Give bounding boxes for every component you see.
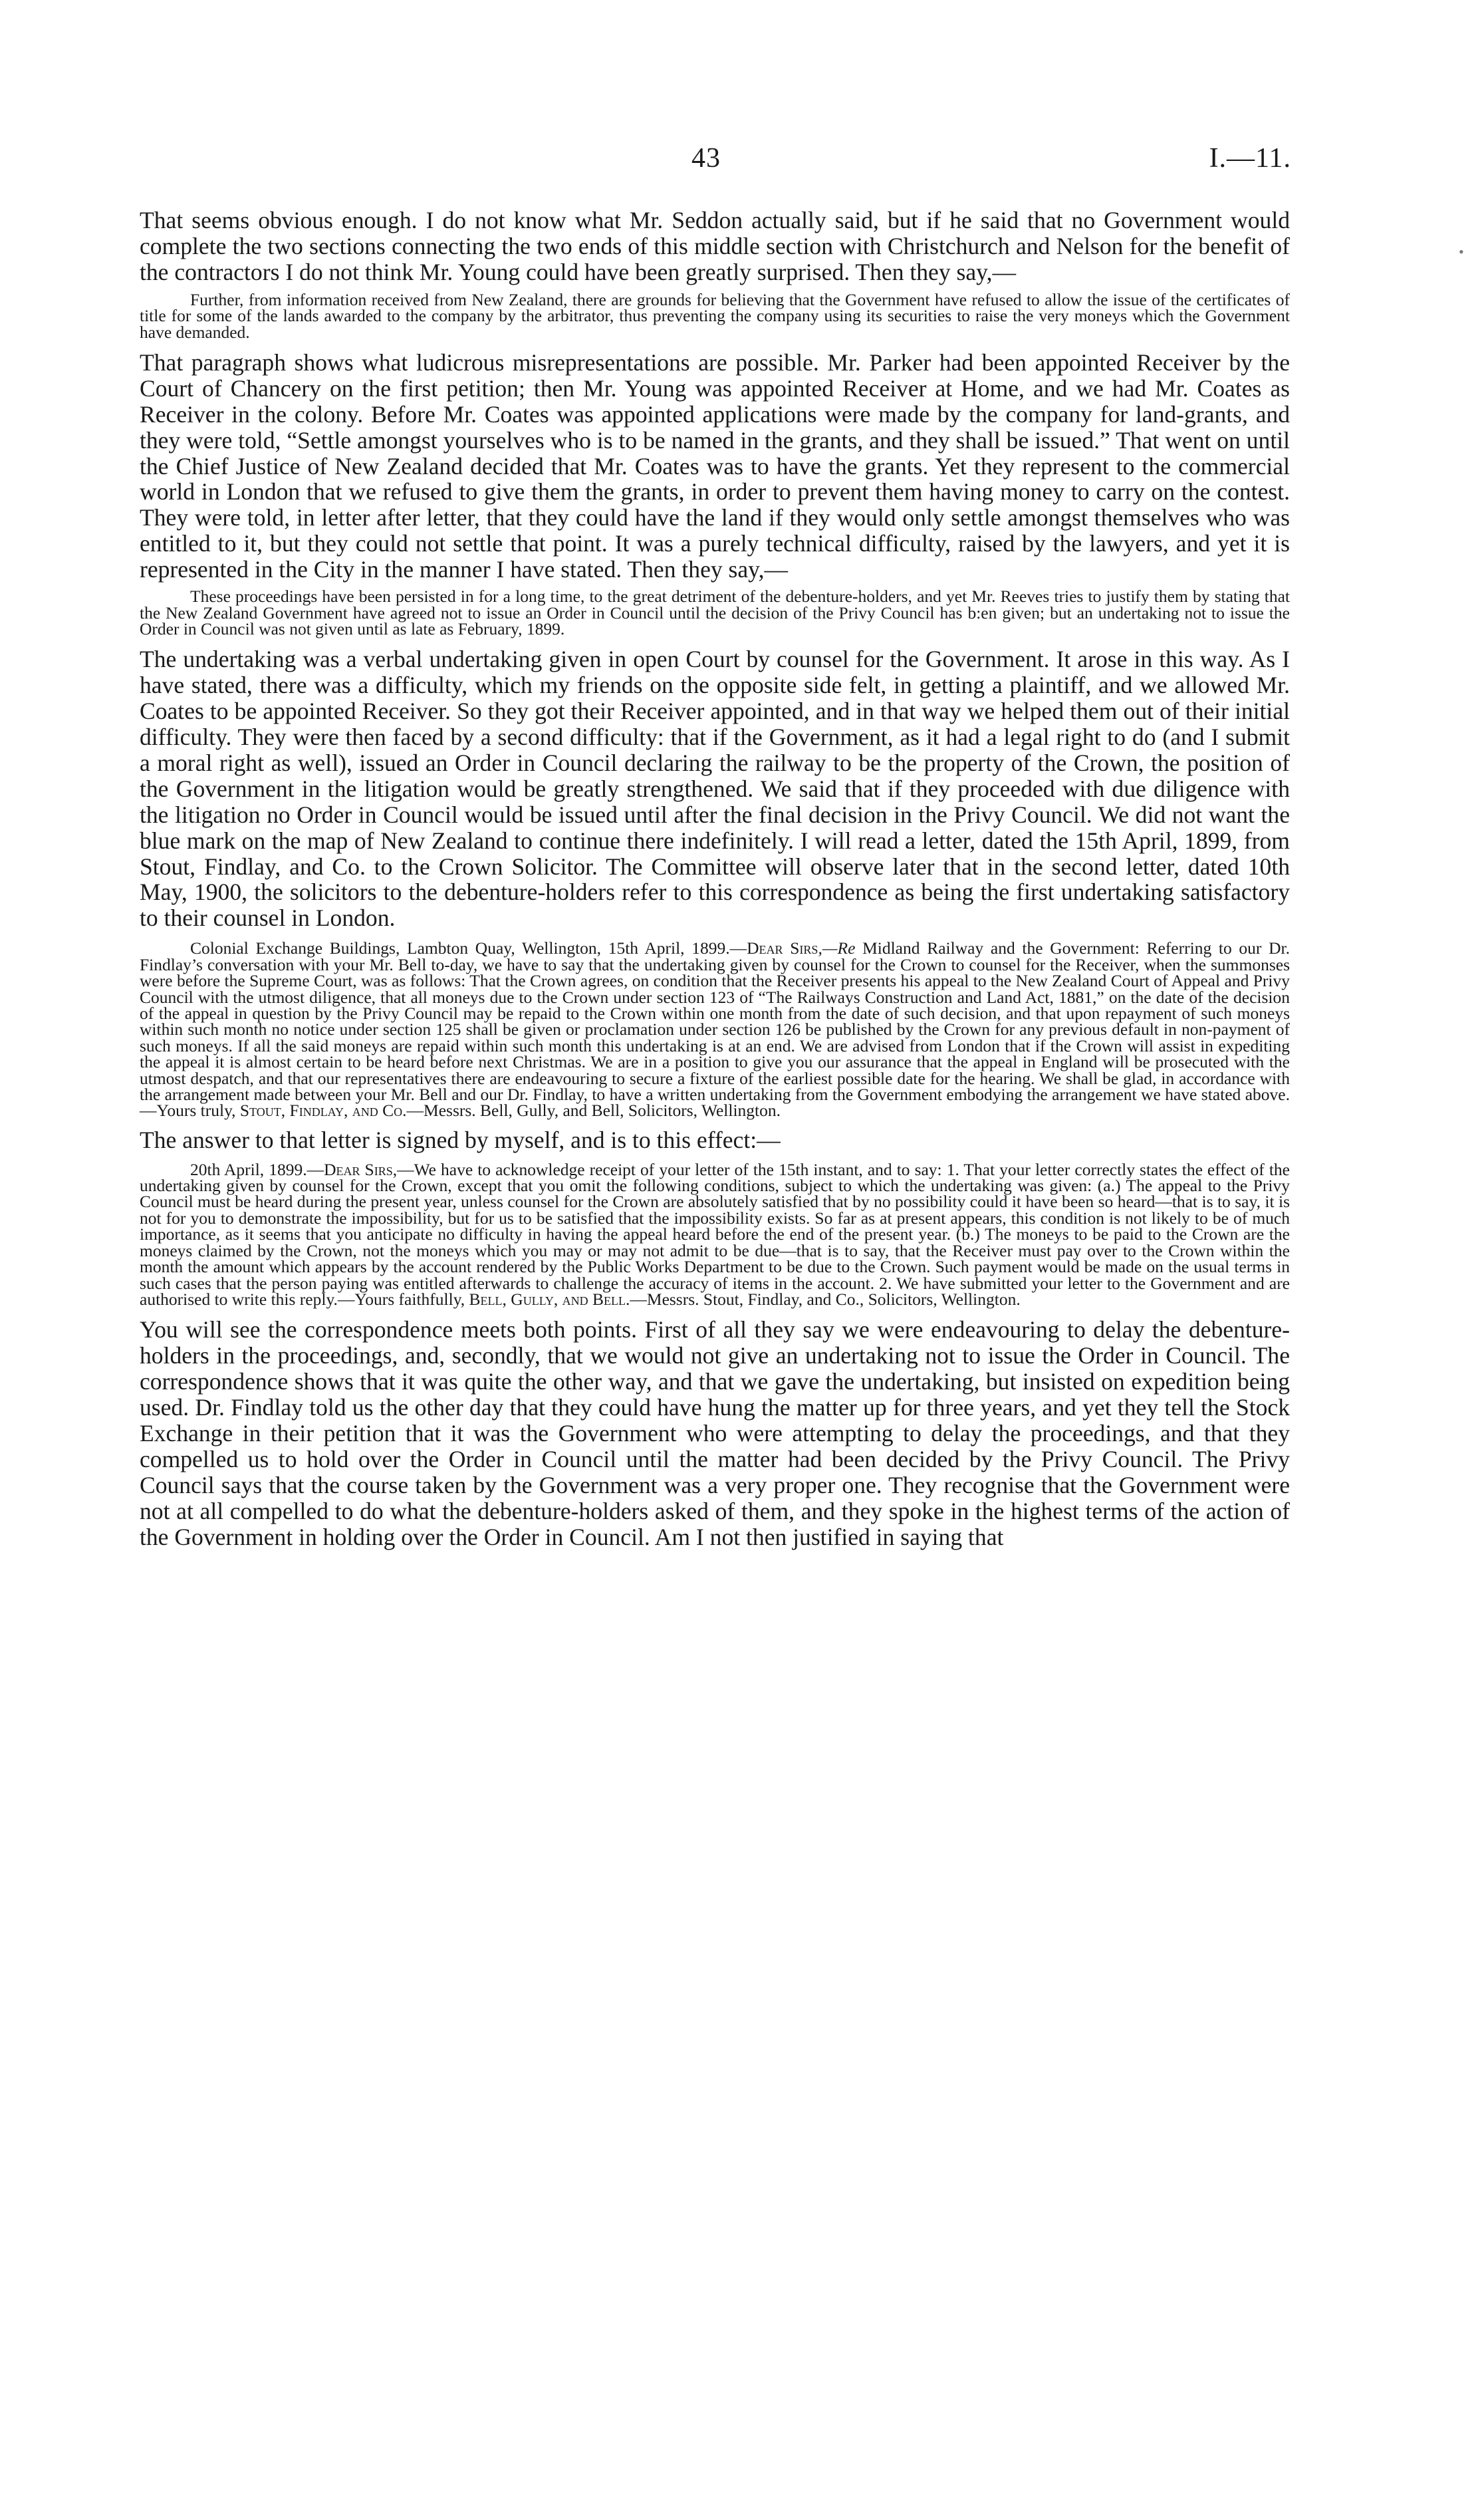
quoted-letter-bell-gully: [140, 1159, 1290, 1309]
letter-addressee: —Messrs. Bell, Gully, and Bell, Solicitors, Wellington.: [406, 1101, 781, 1121]
paragraph: That paragraph shows what ludicrous misrepresentations are possible. Mr. Parker had been appointed Receiver by the Court of Chancery on the first petition; then Mr. Young was appointed Receiver at Home, and we had Mr. Coates as Receiver in the colony. Before Mr. Coates was appointed applications were made by the company for land-grants, and they were told, “Settle amongst yourselves who is to be named in the grants, and they shall be issued.” That went on until the Chief Justice of New Zealand decided that Mr. Coates was to have the grants. Yet they represent to the commercial world in London that we refused to give them the grants, in order to prevent them having money to carry on the contest. They were told, in letter after letter, that they could have the land if they would only settle amongst themselves who was entitled to it, but they could not settle that point. It was a purely technical difficulty, raised by the lawyers, and yet it is represented in the City in the manner I have stated. Then they say,—: [140, 348, 1290, 583]
letter-signature: Stout, Findlay, and Co.: [239, 1101, 407, 1121]
paragraph: The undertaking was a verbal undertaking given in open Court by counsel for the Government. It arose in this way. As I have stated, there was a difficulty, which my friends on the opposite side felt, in getting a plaintiff, and we allowed Mr. Coates to be appointed Receiver. So they got their Receiver appointed, and in that way we helped them out of their initial difficulty. They were then faced by a second difficulty: that if the Government, as it had a legal right to do (and I submit a moral right as well), issued an Order in Council declaring the railway to be the property of the Crown, the position of the Government in the litigation would be greatly strengthened. We said that if they proceeded with due diligence with the litigation no Order in Council would be issued until after the final decision in the Privy Council. We did not want the blue mark on the map of New Zealand to continue there indefinitely. I will read a letter, dated the 15th April, 1899, from Stout, Findlay, and Co. to the Crown Solicitor. The Committee will observe later that in the second letter, dated 10th May, 1900, the solicitors to the debenture-holders refer to this correspondence as being the first undertaking satisfactory to their counsel in London.: [140, 646, 1290, 932]
paragraph: That seems obvious enough. I do not know what Mr. Seddon actually said, but if he said that no Government would complete the two sections connecting the two ends of this middle section with Christchurch and Nelson for the benefit of the contractors I do not think Mr. Young could have been greatly surprised. Then they say,—: [140, 207, 1290, 285]
letter-re: ,—Re: [818, 938, 856, 958]
letter-body: ,—We have to acknowledge receipt of your letter of the 15th instant, and to say: 1. That your letter correctly states the effect of the undertaking given by counsel for the Crown, except that you omit the following conditions, subject to which the undertaking was given: (a.) The appeal to the Privy Council must be heard during the present year, unless counsel for the Crown are absolutely satisfied that by no possibility could it have been so heard—that is to say, it is not for you to demonstrate the impossibility, but for us to be satisfied that the impossibility exists. So far as at present appears, this condition is not likely to be of much importance, as it seems that you anticipate no difficulty in having the appeal heard before the end of the present year. (b.) The moneys to be paid to the Crown are the moneys claimed by the Crown, not the moneys which you may or may not admit to be due—that is to say, that the Receiver must pay over to the Crown within the month the amount which appears by the account rendered by the Public Works Department to be due to the Crown. Such payment would be made on the usual terms in such cases that the person paying was entitled afterwards to challenge the accuracy of items in the account. 2. We have submitted your letter to the Government and are authorised to write this reply.—Yours faithfully,: [140, 1159, 1290, 1309]
letter-salutation: Dear Sirs: [324, 1159, 393, 1179]
page-number: 43: [691, 143, 721, 174]
document-body: [140, 208, 1290, 1550]
quoted-petition-extract: These proceedings have been persisted in for a long time, to the great detriment of the debenture-holders, and yet Mr. Reeves tries to justify them by stating that the New Zealand Government have agreed not to issue an Order in Council until the decision of the Privy Council has b:en given; but an undertaking not to issue the Order in Council was not given until as late as February, 1899.: [140, 587, 1290, 638]
quoted-petition-extract: Further, from information received from New Zealand, there are grounds for believing that the Government have refused to allow the issue of the certificates of title for some of the lands awarded to the company by the arbitrator, thus preventing the company using its securities to raise the very moneys which the Government have demanded.: [140, 289, 1290, 342]
letter-body: Midland Railway and the Government: Referring to our Dr. Findlay’s conversation with your Mr. Bell to-day, we have to say that the undertaking given by counsel for the Crown to counsel for the Receiver, when the summonses were before the Supreme Court, was as follows: That the Crown agrees, on condition that the Receiver presents his appeal to the New Zealand Court of Appeal and Privy Council with the utmost diligence, that all moneys due to the Crown under section 123 of “The Railways Construction and Land Act, 1881,” on the date of the decision of the appeal in question by the Privy Council may be repaid to the Crown within one month from the date of such decision, and that upon repayment of such moneys within such month no notice under section 125 shall be given or proclamation under section 126 be published by the Crown for any previous default in non-payment of such moneys. If all the said moneys are repaid within such month this undertaking is at an end. We are advised from London that if the Crown will assist in expediting the appeal it is almost certain to be heard before next Christmas. We are in a position to give you our assurance that the appeal in England will be prosecuted with the utmost despatch, and that our representatives there are endeavouring to secure a fixture of the earliest possible date for the hearing. We shall be glad, in accordance with the arrangement made between your Mr. Bell and our Dr. Findlay, to have a written undertaking from the Government embodying the arrangement we have stated above.—Yours truly,: [140, 938, 1290, 1121]
letter-salutation: Dear Sirs: [747, 938, 818, 958]
letter-signature: Bell, Gully, and Bell: [469, 1289, 626, 1309]
letter-date: 20th April, 1899.—: [190, 1159, 324, 1179]
margin-mark: •: [1459, 243, 1464, 260]
paper-reference: I.—11.: [1209, 143, 1291, 174]
page-header: [0, 142, 1484, 182]
paragraph: The answer to that letter is signed by myself, and is to this effect:—: [140, 1126, 781, 1153]
quoted-letter-stout-findlay: [140, 940, 1290, 1119]
letter-heading: Colonial Exchange Buildings, Lambton Quay, Wellington, 15th April, 1899.—: [190, 938, 747, 958]
paragraph: You will see the correspondence meets both points. First of all they say we were endeavouring to delay the debenture-holders in the proceedings, and, secondly, that we would not give an undertaking not to issue the Order in Council. The correspondence shows that it was quite the other way, and that we gave the undertaking, but insisted on expedition being used. Dr. Findlay told us the other day that they could have hung the matter up for three years, and yet they tell the Stock Exchange in their petition that it was the Government who were attempting to delay the proceedings, and that they compelled us to hold over the Order in Council until the matter had been decided by the Privy Council. The Privy Council says that the course taken by the Government was a very proper one. They recognise that the Government were not at all compelled to do what the debenture-holders asked of them, and they spoke in the highest terms of the action of the Government in holding over the Order in Council. Am I not then justified in saying that: [140, 1316, 1290, 1550]
letter-addressee: .—Messrs. Stout, Findlay, and Co., Solicitors, Wellington.: [626, 1289, 1021, 1309]
